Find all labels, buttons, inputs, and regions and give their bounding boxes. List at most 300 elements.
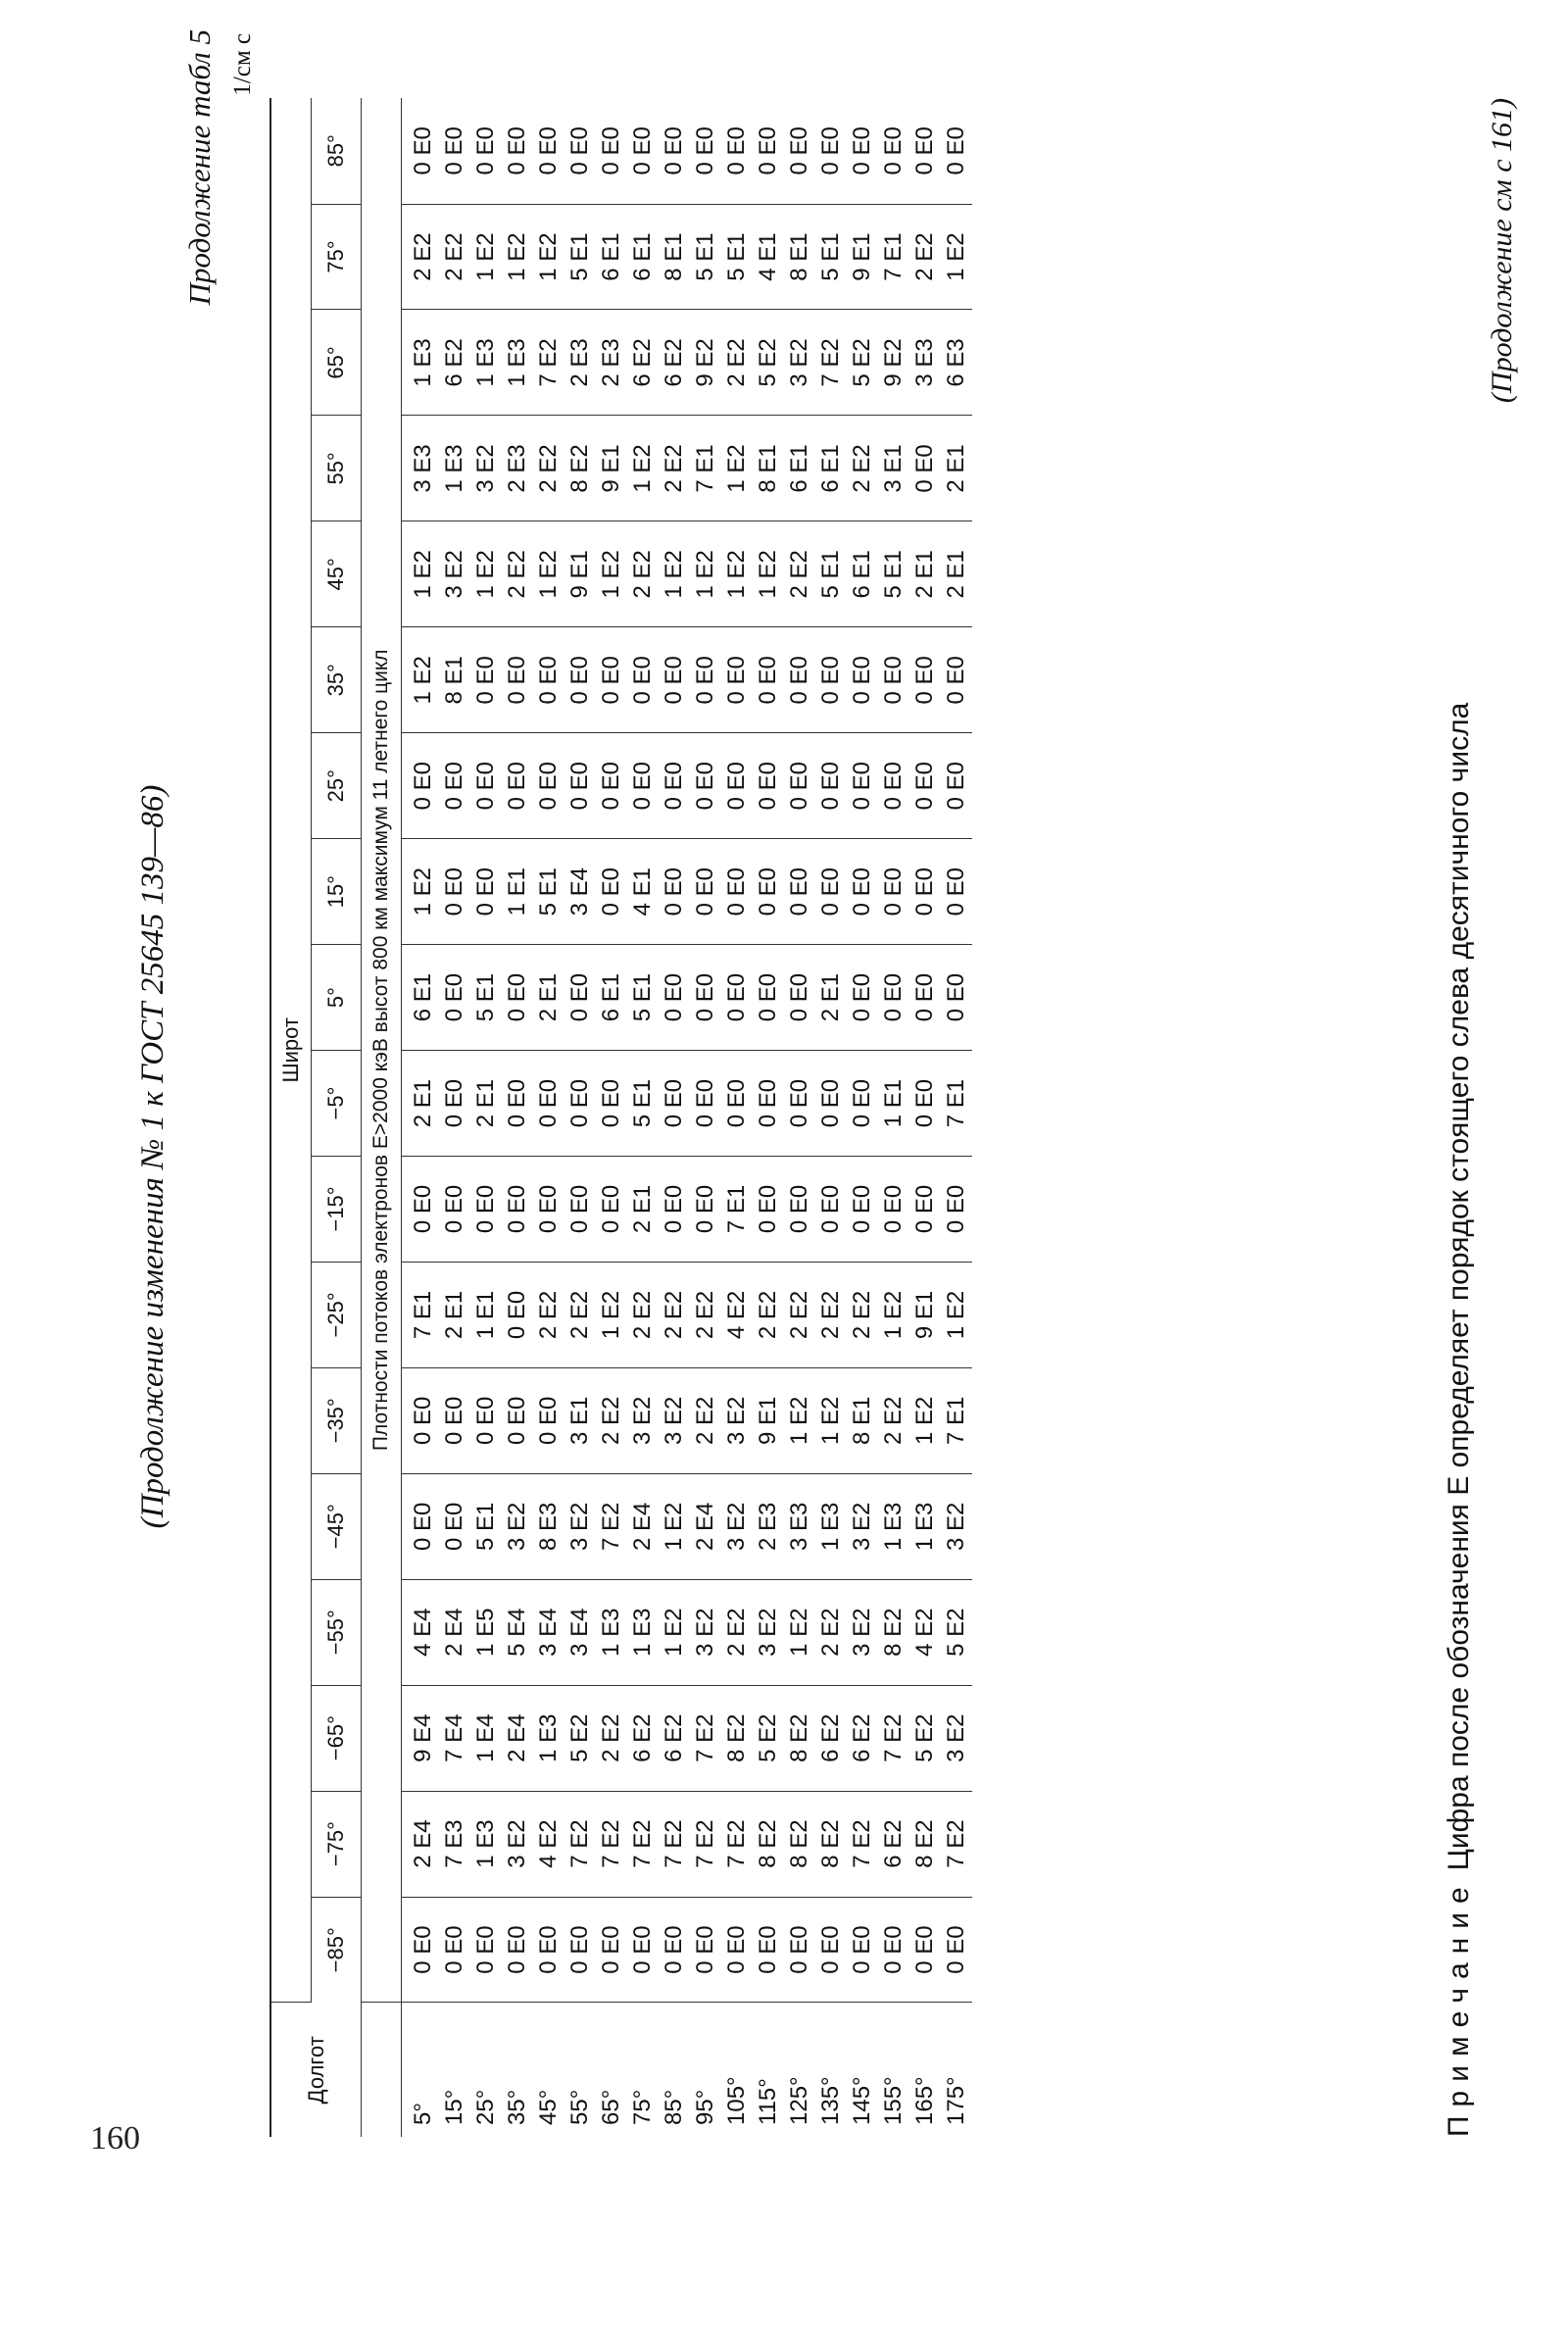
flux-value-cell: 0 E0 [941,98,972,204]
flux-value-cell: 3 E3 [784,1473,815,1579]
longitude-cell: 145° [849,2076,875,2125]
latitude-header: 25° [312,733,362,839]
flux-value-cell: 5 E1 [533,839,564,945]
latitude-header: 15° [312,839,362,945]
flux-value-cell: 2 E2 [627,1262,659,1367]
flux-value-cell: 0 E0 [402,98,440,204]
flux-value-cell: 0 E0 [909,1157,941,1263]
flux-value-cell: 0 E0 [941,627,972,733]
flux-value-cell: 0 E0 [815,839,847,945]
flux-value-cell: 8 E1 [659,204,690,310]
corner-header: Долгот [270,2003,362,2137]
flux-value-cell: 0 E0 [753,1157,784,1263]
flux-value-cell: 0 E0 [753,627,784,733]
flux-value-cell: 0 E0 [502,945,533,1051]
flux-value-cell: 5 E1 [470,945,502,1051]
flux-value-cell: 7 E2 [596,1473,627,1579]
flux-value-cell: 2 E2 [909,204,941,310]
flux-value-cell: 0 E0 [690,733,721,839]
note-prefix: Примечание [1443,1878,1475,2137]
flux-value-cell: 0 E0 [909,945,941,1051]
table-row [878,98,909,2137]
flux-value-cell: 3 E2 [847,1579,878,1685]
flux-value-cell: 1 E3 [402,310,440,416]
flux-value-cell: 2 E3 [596,310,627,416]
flux-value-cell: 6 E3 [941,310,972,416]
flux-value-cell: 6 E2 [659,1685,690,1791]
latitude-header: −5° [312,1051,362,1157]
flux-value-cell: 2 E2 [847,1262,878,1367]
flux-value-cell: 2 E2 [815,1262,847,1367]
table-subtitle: Плотности потоков электронов E>2000 кэВ высот 800 км максимум 11 летнего цикл [362,98,402,2003]
flux-value-cell: 0 E0 [784,98,815,204]
flux-value-cell: 2 E1 [815,945,847,1051]
table-row [753,98,784,2137]
flux-value-cell: 0 E0 [690,98,721,204]
flux-value-cell: 5 E2 [847,310,878,416]
flux-value-cell: 2 E2 [596,1685,627,1791]
latitude-header: −85° [312,1897,362,2003]
flux-value-cell: 0 E0 [815,1157,847,1263]
flux-value-cell: 3 E2 [721,1473,753,1579]
flux-value-cell: 3 E3 [402,416,440,521]
flux-value-cell: 1 E3 [627,1579,659,1685]
flux-value-cell: 0 E0 [878,945,909,1051]
flux-value-cell: 1 E1 [502,839,533,945]
flux-value-cell: 0 E0 [753,839,784,945]
flux-value-cell: 0 E0 [815,627,847,733]
flux-value-cell: 0 E0 [784,627,815,733]
flux-value-cell: 1 E1 [470,1262,502,1367]
flux-value-cell: 6 E2 [847,1685,878,1791]
flux-value-cell: 2 E2 [847,416,878,521]
flux-value-cell: 0 E0 [502,1897,533,2003]
flux-value-cell: 1 E2 [815,1367,847,1473]
flux-value-cell: 6 E2 [878,1791,909,1897]
longitude-cell: 115° [755,2078,781,2125]
flux-value-cell: 0 E0 [402,1897,440,2003]
flux-value-cell: 2 E2 [753,1262,784,1367]
flux-value-cell: 9 E2 [878,310,909,416]
flux-value-cell: 0 E0 [721,945,753,1051]
flux-value-cell: 1 E3 [502,310,533,416]
flux-value-cell: 0 E0 [815,98,847,204]
flux-value-cell: 0 E0 [815,733,847,839]
flux-value-cell: 5 E2 [909,1685,941,1791]
flux-value-cell: 6 E1 [847,521,878,627]
flux-value-cell: 0 E0 [690,839,721,945]
longitude-cell: 35° [504,2089,530,2125]
flux-value-cell: 9 E1 [909,1262,941,1367]
flux-value-cell: 6 E1 [402,945,440,1051]
flux-value-cell: 1 E3 [439,416,470,521]
longitude-cell: 95° [692,2089,718,2125]
table-row [784,98,815,2137]
flux-value-cell: 2 E2 [784,521,815,627]
table-row [721,98,753,2137]
flux-value-cell: 2 E2 [690,1262,721,1367]
flux-value-cell: 4 E2 [721,1262,753,1367]
flux-value-cell: 0 E0 [721,839,753,945]
flux-value-cell: 1 E2 [596,1262,627,1367]
flux-value-cell: 2 E3 [502,416,533,521]
flux-value-cell: 2 E2 [564,1262,596,1367]
flux-value-cell: 6 E2 [659,310,690,416]
flux-value-cell: 2 E2 [721,310,753,416]
flux-value-cell: 2 E2 [533,1262,564,1367]
flux-value-cell: 1 E2 [690,521,721,627]
latitude-header: −45° [312,1473,362,1579]
flux-value-cell: 0 E0 [878,1897,909,2003]
flux-value-cell: 3 E2 [627,1367,659,1473]
latitude-group-header: Широт [270,98,312,2003]
flux-value-cell: 0 E0 [721,1897,753,2003]
flux-value-cell: 2 E2 [502,521,533,627]
flux-value-cell: 3 E2 [690,1579,721,1685]
flux-value-cell: 0 E0 [815,1051,847,1157]
flux-value-cell: 2 E4 [627,1473,659,1579]
flux-value-cell: 1 E2 [659,521,690,627]
flux-value-cell: 0 E0 [784,733,815,839]
flux-value-cell: 0 E0 [784,1897,815,2003]
flux-value-cell: 6 E2 [815,1685,847,1791]
flux-value-cell: 1 E2 [784,1579,815,1685]
flux-value-cell: 4 E1 [753,204,784,310]
flux-value-cell: 0 E0 [470,98,502,204]
flux-value-cell: 0 E0 [502,627,533,733]
flux-value-cell: 5 E1 [878,521,909,627]
flux-value-cell: 0 E0 [753,98,784,204]
flux-value-cell: 4 E1 [627,839,659,945]
flux-value-cell: 0 E0 [659,945,690,1051]
table-row [533,98,564,2137]
flux-value-cell: 6 E1 [815,416,847,521]
flux-value-cell: 0 E0 [753,945,784,1051]
flux-value-cell: 9 E4 [402,1685,440,1791]
page-header: (Продолжение изменения № 1 к ГОСТ 25645 139—86) [135,784,171,1529]
flux-value-cell: 3 E2 [721,1367,753,1473]
flux-value-cell: 0 E0 [439,733,470,839]
flux-value-cell: 7 E2 [690,1791,721,1897]
latitude-header: −15° [312,1157,362,1263]
flux-value-cell: 0 E0 [909,98,941,204]
flux-value-cell: 1 E2 [627,416,659,521]
flux-value-cell: 0 E0 [847,733,878,839]
longitude-cell: 45° [535,2089,562,2125]
flux-value-cell: 1 E2 [533,521,564,627]
flux-value-cell: 8 E1 [753,416,784,521]
flux-value-cell: 3 E3 [909,310,941,416]
flux-value-cell: 0 E0 [941,839,972,945]
page-number: 160 [90,2120,140,2156]
flux-value-cell: 1 E3 [470,1791,502,1897]
flux-value-cell: 2 E2 [690,1367,721,1473]
flux-value-cell: 3 E2 [753,1579,784,1685]
flux-value-cell: 7 E1 [721,1157,753,1263]
longitude-cell: 15° [441,2089,467,2125]
table-row [470,98,502,2137]
flux-value-cell: 0 E0 [847,98,878,204]
longitude-cell: 25° [472,2089,499,2125]
flux-value-cell: 0 E0 [847,1051,878,1157]
flux-value-cell: 3 E2 [502,1791,533,1897]
flux-value-cell: 0 E0 [439,1897,470,2003]
flux-value-cell: 1 E2 [909,1367,941,1473]
flux-value-cell: 1 E2 [502,204,533,310]
flux-value-cell: 0 E0 [941,733,972,839]
flux-value-cell: 0 E0 [847,1897,878,2003]
flux-value-cell: 0 E0 [402,1367,440,1473]
flux-value-cell: 8 E1 [784,204,815,310]
longitude-cell: 55° [566,2089,593,2125]
flux-value-cell: 0 E0 [439,839,470,945]
flux-value-cell: 0 E0 [596,1897,627,2003]
flux-value-cell: 0 E0 [659,627,690,733]
flux-value-cell: 0 E0 [659,839,690,945]
flux-value-cell: 7 E4 [439,1685,470,1791]
flux-value-cell: 3 E2 [439,521,470,627]
flux-value-cell: 1 E2 [659,1473,690,1579]
table-row [596,98,627,2137]
flux-value-cell: 8 E3 [533,1473,564,1579]
flux-value-cell: 0 E0 [439,1157,470,1263]
table-row [847,98,878,2137]
flux-value-cell: 7 E2 [815,310,847,416]
flux-value-cell: 0 E0 [564,945,596,1051]
flux-value-cell: 0 E0 [784,839,815,945]
latitude-header: 65° [312,310,362,416]
longitude-cell: 125° [786,2076,812,2125]
flux-value-cell: 7 E2 [721,1791,753,1897]
latitude-header: 35° [312,627,362,733]
flux-value-cell: 0 E0 [909,627,941,733]
flux-value-cell: 2 E1 [909,521,941,627]
flux-value-cell: 8 E2 [878,1579,909,1685]
flux-value-cell: 0 E0 [815,1897,847,2003]
latitude-header: 75° [312,204,362,310]
longitude-cell: 75° [629,2089,656,2125]
flux-value-cell: 0 E0 [909,733,941,839]
flux-value-cell: 0 E0 [470,1897,502,2003]
flux-value-cell: 0 E0 [596,98,627,204]
flux-value-cell: 0 E0 [690,1897,721,2003]
flux-value-cell: 0 E0 [439,98,470,204]
flux-value-cell: 6 E1 [784,416,815,521]
flux-value-cell: 7 E2 [564,1791,596,1897]
flux-value-cell: 0 E0 [659,98,690,204]
longitude-cell: 65° [598,2089,624,2125]
flux-density-table [270,98,972,2137]
flux-value-cell: 1 E3 [596,1579,627,1685]
flux-value-cell: 8 E2 [784,1685,815,1791]
flux-value-cell: 0 E0 [596,839,627,945]
flux-value-cell: 0 E0 [878,733,909,839]
flux-value-cell: 6 E2 [627,1685,659,1791]
flux-value-cell: 2 E2 [815,1579,847,1685]
flux-value-cell: 0 E0 [502,733,533,839]
flux-value-cell: 2 E4 [439,1579,470,1685]
flux-value-cell: 1 E5 [470,1579,502,1685]
flux-value-cell: 7 E3 [439,1791,470,1897]
flux-value-cell: 1 E3 [815,1473,847,1579]
table-row [402,98,440,2137]
flux-value-cell: 4 E4 [402,1579,440,1685]
flux-value-cell: 0 E0 [533,733,564,839]
flux-value-cell: 1 E2 [721,521,753,627]
flux-value-cell: 0 E0 [659,1051,690,1157]
flux-value-cell: 0 E0 [533,1367,564,1473]
flux-value-cell: 1 E3 [470,310,502,416]
flux-value-cell: 8 E2 [784,1791,815,1897]
flux-value-cell: 5 E1 [815,204,847,310]
flux-value-cell: 0 E0 [564,733,596,839]
flux-value-cell: 3 E2 [659,1367,690,1473]
flux-value-cell: 3 E1 [564,1367,596,1473]
flux-value-cell: 9 E1 [596,416,627,521]
flux-value-cell: 4 E2 [533,1791,564,1897]
flux-value-cell: 0 E0 [470,1367,502,1473]
flux-value-cell: 1 E2 [470,521,502,627]
flux-value-cell: 5 E2 [753,1685,784,1791]
flux-value-cell: 8 E2 [753,1791,784,1897]
flux-value-cell: 0 E0 [690,945,721,1051]
flux-value-cell: 2 E1 [439,1262,470,1367]
flux-value-cell: 2 E1 [470,1051,502,1157]
flux-value-cell: 0 E0 [878,839,909,945]
flux-value-cell: 0 E0 [439,1051,470,1157]
flux-value-cell: 0 E0 [627,733,659,839]
flux-value-cell: 0 E0 [847,945,878,1051]
flux-value-cell: 7 E2 [659,1791,690,1897]
flux-value-cell: 1 E2 [721,416,753,521]
flux-value-cell: 0 E0 [878,98,909,204]
flux-value-cell: 0 E0 [502,1157,533,1263]
flux-value-cell: 9 E1 [564,521,596,627]
flux-value-cell: 0 E0 [596,1051,627,1157]
flux-value-cell: 5 E4 [502,1579,533,1685]
flux-value-cell: 0 E0 [502,1367,533,1473]
flux-value-cell: 3 E2 [564,1473,596,1579]
flux-value-cell: 0 E0 [847,839,878,945]
longitude-cell: 105° [723,2076,750,2125]
flux-value-cell: 3 E2 [470,416,502,521]
flux-value-cell: 2 E3 [564,310,596,416]
flux-value-cell: 0 E0 [721,733,753,839]
flux-value-cell: 1 E2 [596,521,627,627]
table-row [690,98,721,2137]
latitude-header: 85° [312,98,362,204]
table-note [1443,98,1476,2137]
flux-value-cell: 5 E1 [690,204,721,310]
flux-value-cell: 6 E2 [439,310,470,416]
flux-value-cell: 0 E0 [909,1897,941,2003]
flux-value-cell: 0 E0 [847,1157,878,1263]
flux-value-cell: 1 E1 [878,1051,909,1157]
flux-value-cell: 2 E1 [941,416,972,521]
longitude-cell: 85° [661,2089,687,2125]
flux-value-cell: 0 E0 [470,627,502,733]
flux-value-cell: 0 E0 [596,627,627,733]
flux-value-cell: 2 E2 [784,1262,815,1367]
flux-value-cell: 9 E2 [690,310,721,416]
flux-value-cell: 0 E0 [690,1051,721,1157]
table-row [659,98,690,2137]
flux-value-cell: 7 E2 [627,1791,659,1897]
flux-value-cell: 2 E2 [402,204,440,310]
flux-value-cell: 0 E0 [470,733,502,839]
flux-value-cell: 1 E3 [878,1473,909,1579]
flux-value-cell: 0 E0 [784,1157,815,1263]
flux-value-cell: 2 E4 [402,1791,440,1897]
flux-value-cell: 1 E4 [470,1685,502,1791]
flux-value-cell: 7 E1 [941,1367,972,1473]
flux-value-cell: 3 E2 [502,1473,533,1579]
flux-value-cell: 5 E2 [753,310,784,416]
flux-value-cell: 8 E1 [847,1367,878,1473]
flux-value-cell: 0 E0 [753,1897,784,2003]
flux-value-cell: 0 E0 [753,1051,784,1157]
flux-value-cell: 0 E0 [533,1051,564,1157]
flux-value-cell: 2 E2 [659,1262,690,1367]
flux-value-cell: 4 E2 [909,1579,941,1685]
table-row [815,98,847,2137]
flux-value-cell: 6 E2 [627,310,659,416]
flux-value-cell: 7 E2 [847,1791,878,1897]
table-row [502,98,533,2137]
flux-value-cell: 1 E2 [941,204,972,310]
flux-value-cell: 1 E2 [402,521,440,627]
flux-value-cell: 0 E0 [596,1157,627,1263]
flux-value-cell: 3 E2 [784,310,815,416]
flux-value-cell: 0 E0 [909,416,941,521]
flux-value-cell: 0 E0 [690,1157,721,1263]
flux-value-cell: 2 E2 [596,1367,627,1473]
flux-value-cell: 7 E1 [402,1262,440,1367]
flux-value-cell: 2 E4 [502,1685,533,1791]
flux-value-cell: 5 E1 [627,945,659,1051]
flux-value-cell: 8 E2 [815,1791,847,1897]
flux-value-cell: 2 E1 [627,1157,659,1263]
flux-value-cell: 5 E1 [721,204,753,310]
flux-value-cell: 5 E2 [564,1685,596,1791]
flux-value-cell: 0 E0 [533,1157,564,1263]
flux-value-cell: 0 E0 [402,1157,440,1263]
flux-value-cell: 0 E0 [564,627,596,733]
flux-value-cell: 0 E0 [439,1367,470,1473]
flux-value-cell: 0 E0 [659,1157,690,1263]
table-continuation-label: Продолжение табл 5 [182,29,217,306]
flux-value-cell: 2 E2 [533,416,564,521]
flux-value-cell: 0 E0 [564,98,596,204]
flux-value-cell: 7 E1 [878,204,909,310]
flux-value-cell: 0 E0 [627,627,659,733]
flux-value-cell: 0 E0 [596,733,627,839]
flux-value-cell: 1 E2 [470,204,502,310]
flux-value-cell: 7 E2 [533,310,564,416]
flux-value-cell: 2 E1 [941,521,972,627]
latitude-header: 45° [312,521,362,627]
flux-value-cell: 1 E2 [402,627,440,733]
flux-value-cell: 0 E0 [627,1897,659,2003]
flux-value-cell: 3 E4 [564,1579,596,1685]
unit-label: 1/см с [229,33,256,96]
flux-value-cell: 0 E0 [659,733,690,839]
flux-value-cell: 0 E0 [941,945,972,1051]
flux-value-cell: 0 E0 [941,1897,972,2003]
longitude-cell: 135° [817,2076,844,2125]
flux-value-cell: 1 E2 [753,521,784,627]
table-row [439,98,470,2137]
